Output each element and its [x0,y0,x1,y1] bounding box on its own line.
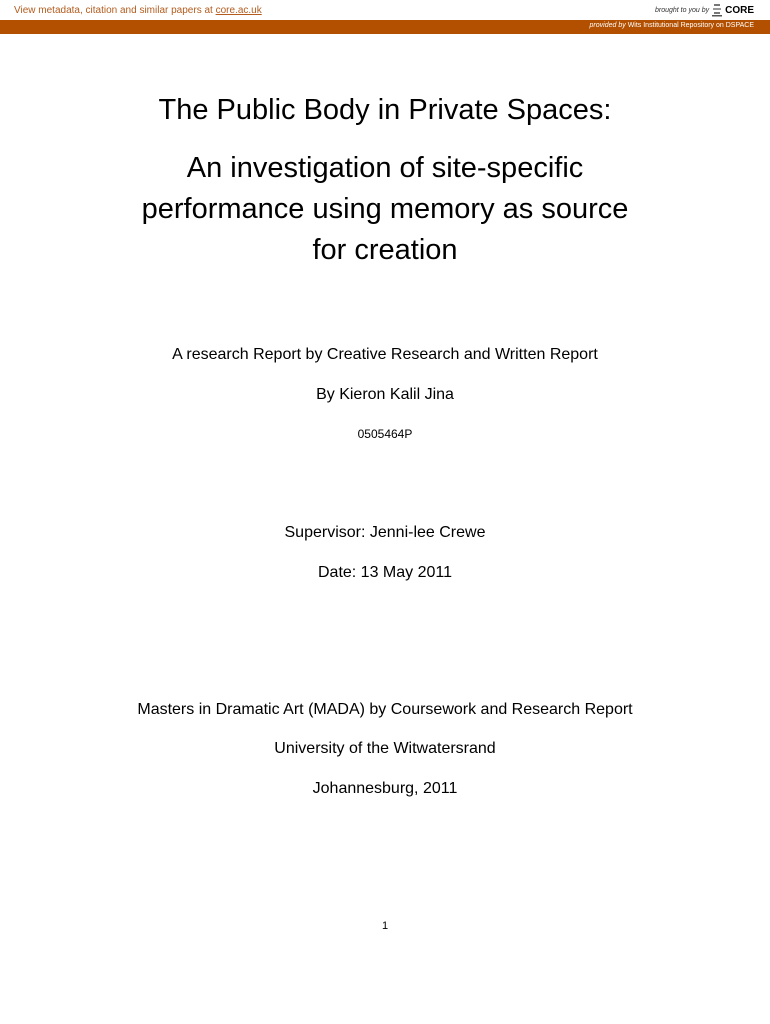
core-link[interactable]: core.ac.uk [215,5,262,16]
page-subtitle [85,148,685,271]
supervisor-line: Supervisor: Jenni-lee Crewe [284,524,486,541]
provided-by-text: provided by [589,22,626,29]
core-attribution [655,3,754,17]
report-description: A research Report by Creative Research and Written Report [172,346,598,363]
subtitle-line: An investigation of site-specific [186,152,584,184]
degree-line: Masters in Dramatic Art (MADA) by Coursework and Research Report [137,701,633,718]
document-page [0,34,770,1024]
core-header [0,0,770,20]
date-line: Date: 13 May 2011 [317,564,452,581]
core-metadata-text: View metadata, citation and similar papers at [14,5,213,16]
subtitle-line: for creation [312,234,458,266]
provider-source[interactable]: Wits Institutional Repository on DSPACE [627,22,754,29]
provider-notice [590,22,754,29]
page-title: The Public Body in Private Spaces: [158,94,612,126]
core-logo-icon [712,3,722,17]
core-metadata-notice [14,5,262,16]
brought-to-you-text: brought to you by [655,6,710,14]
student-number: 0505464P [357,427,413,441]
core-brand[interactable]: CORE [725,4,754,16]
page-number: 1 [381,920,389,932]
city-year-line: Johannesburg, 2011 [312,780,458,797]
author-line: By Kieron Kalil Jina [316,386,454,403]
university-line: University of the Witwatersrand [274,740,496,757]
core-provider-bar [0,20,770,34]
subtitle-line: performance using memory as source [141,193,629,225]
